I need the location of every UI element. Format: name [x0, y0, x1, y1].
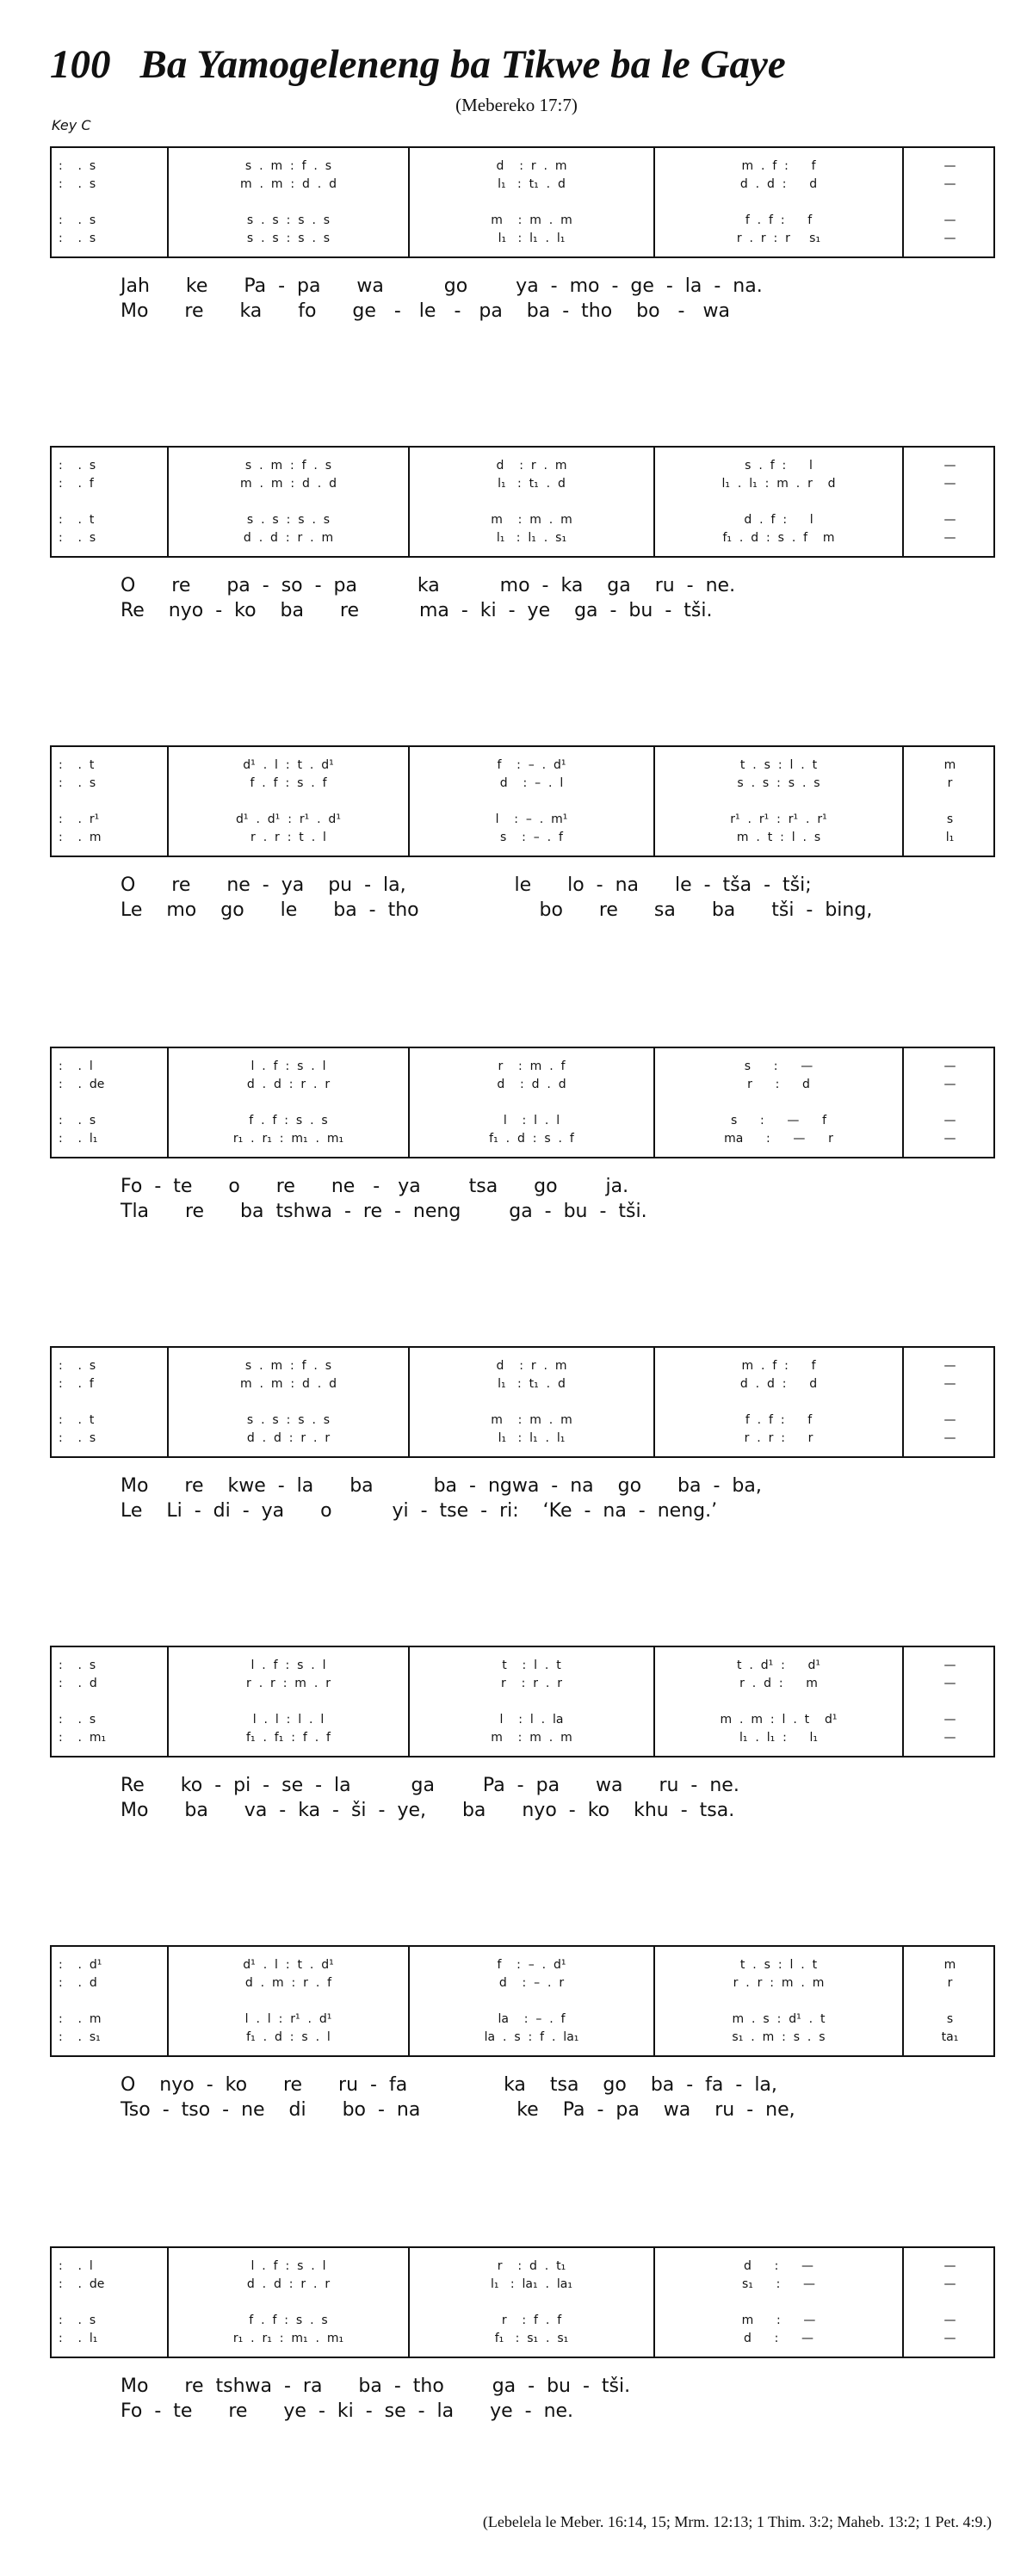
lyrics-block [121, 2073, 844, 2122]
notation-cell: m . f : f [741, 1359, 816, 1373]
notation-cell: r¹ . r¹ : r¹ . r¹ [730, 812, 827, 826]
notation-cell: l₁ . l₁ : l₁ [739, 1731, 819, 1745]
notation-cell: s . s : s . s [246, 232, 331, 245]
notation-cell: — [943, 2332, 956, 2345]
notation-cell: s : — f [730, 1114, 827, 1127]
notation-cell: : . f [59, 477, 94, 491]
notation-cell: d : – . l [499, 776, 564, 790]
notation-cell: r . r : t . l [251, 831, 326, 844]
notation-cell: f . f : s . s [249, 2313, 328, 2327]
voice-row [52, 1357, 993, 1374]
lyric-line: Fo - te o re ne - ya tsa go ja. [121, 1176, 629, 1197]
voice-row [52, 1375, 993, 1393]
notation-cell: l . l : l . l [252, 1713, 325, 1727]
notation-cell: — [943, 531, 956, 545]
notation-cell: m [943, 1958, 956, 1972]
score-system [50, 2246, 995, 2358]
key-signature: Key C [52, 117, 91, 133]
voice-row [52, 1130, 993, 1147]
voice-row [52, 2330, 993, 2347]
notation-cell: s . m : f . s [244, 1359, 332, 1373]
notation-cell: r [947, 1976, 953, 1990]
notation-cell: s : — [744, 1059, 813, 1073]
notation-cell: l₁ : t₁ . d [498, 1377, 566, 1391]
notation-cell: t : l . t [502, 1659, 561, 1672]
notation-cell: : . s [59, 177, 96, 191]
notation-cell: l : l . la [499, 1713, 564, 1727]
lyrics-block [121, 1174, 844, 1224]
notation-cell: — [943, 1431, 956, 1445]
voice-row [52, 1657, 993, 1674]
notation-cell: r : r . r [501, 1677, 562, 1690]
notation-cell: t . s : l . t [739, 758, 818, 772]
lyrics-block [121, 873, 873, 923]
voice-row [52, 1711, 993, 1728]
hymn-name: Ba Yamogeleneng ba Tikwe ba le Gaye [139, 42, 786, 87]
voice-row [52, 1675, 993, 1692]
notation-cell: : . de [59, 1078, 105, 1091]
notation-cell: f₁ : s₁ . s₁ [494, 2332, 569, 2345]
notation-cell: r₁ . r₁ : m₁ . m₁ [232, 1132, 344, 1146]
notation-cell: — [943, 1659, 956, 1672]
voice-row [52, 529, 993, 547]
notation-cell: : . s [59, 459, 96, 473]
voice-row [52, 2258, 993, 2275]
voice-row [52, 2011, 993, 2028]
notation-cell: : . s [59, 232, 96, 245]
lyrics-block [121, 2374, 844, 2424]
lyric-line: Jah ke Pa - pa wa go ya - mo - ge - la - na. [121, 275, 763, 297]
notation-cell: m . m : d . d [239, 177, 337, 191]
notation-cell: m : m . m [491, 213, 572, 227]
voice-row [52, 829, 993, 846]
notation-cell: — [943, 2259, 956, 2273]
notation-cell: : . t [59, 1413, 95, 1427]
voice-row [52, 1412, 993, 1429]
notation-cell: : . f [59, 1377, 94, 1391]
notation-cell: r : m . f [498, 1059, 566, 1073]
notation-cell: l : – . m¹ [495, 812, 568, 826]
score-system [50, 1047, 995, 1158]
voice-row [52, 158, 993, 175]
voice-row [52, 457, 993, 474]
notation-cell: r . r : m . m [733, 1976, 825, 1990]
notation-cell: l₁ : l₁ . l₁ [498, 1431, 566, 1445]
notation-cell: s₁ . m : s . s [732, 2030, 826, 2044]
notation-cell: : . m₁ [59, 1731, 107, 1745]
notation-cell: — [943, 177, 956, 191]
notation-cell: r : d . t₁ [497, 2259, 566, 2273]
score-system [50, 446, 995, 558]
notation-cell: : . s₁ [59, 2030, 101, 2044]
notation-cell: r . d : m [739, 1677, 818, 1690]
notation-cell: l₁ : t₁ . d [498, 477, 566, 491]
notation-cell: — [943, 1114, 956, 1127]
lyrics-block [121, 1773, 844, 1823]
notation-cell: f : – . d¹ [497, 758, 566, 772]
notation-cell: s [946, 2012, 954, 2026]
notation-cell: s . s : s . s [737, 776, 820, 790]
notation-cell: — [943, 2313, 956, 2327]
notation-cell: — [943, 1377, 956, 1391]
lyric-line: Re nyo - ko ba re ma - ki - ye ga - bu - tši. [121, 600, 713, 621]
voice-row [52, 2029, 993, 2046]
hymn-title [50, 41, 786, 88]
notation-cell: — [943, 1059, 956, 1073]
notation-cell: d . d : r . r [246, 1431, 331, 1445]
notation-cell: s . s : s . s [246, 213, 331, 227]
notation-cell: : . de [59, 2277, 105, 2291]
notation-cell: r₁ . r₁ : m₁ . m₁ [232, 2332, 344, 2345]
notation-cell: : . d¹ [59, 1958, 102, 1972]
notation-cell: — [943, 1731, 956, 1745]
notation-cell: m . t : l . s [736, 831, 821, 844]
notation-cell: m . m : d . d [239, 477, 337, 491]
voice-row [52, 212, 993, 229]
notation-cell: r : f . f [501, 2313, 562, 2327]
notation-cell: m . s : d¹ . t [732, 2012, 826, 2026]
notation-cell: s . s : s . s [246, 513, 331, 527]
notation-cell: d : — [743, 2259, 813, 2273]
lyrics-block [121, 573, 844, 623]
notation-cell: — [943, 513, 956, 527]
notation-cell: d . d : d [739, 177, 818, 191]
notation-cell: m . m : d . d [239, 1377, 337, 1391]
voice-row [52, 775, 993, 792]
notation-cell: f . f : f [745, 213, 813, 227]
notation-cell: f₁ . d : s . f [489, 1132, 574, 1146]
notation-cell: l₁ : t₁ . d [498, 177, 566, 191]
lyric-line: O nyo - ko re ru - fa ka tsa go ba - fa - la, [121, 2074, 777, 2096]
notation-cell: m . f : f [741, 159, 816, 173]
notation-cell: : . s [59, 1713, 96, 1727]
notation-cell: r . r : m . r [246, 1677, 331, 1690]
notation-cell: f . f : s . s [249, 1114, 328, 1127]
lyric-line: O re pa - so - pa ka mo - ka ga ru - ne. [121, 575, 736, 596]
lyric-line: Le mo go le ba - tho bo re sa ba tši - bing, [121, 899, 873, 921]
notation-cell: d . d : d [739, 1377, 818, 1391]
lyric-line: Tla re ba tshwa - re - neng ga - bu - tši. [121, 1201, 647, 1222]
notation-cell: l₁ : la₁ . la₁ [491, 2277, 572, 2291]
notation-cell: f₁ . d : s . l [246, 2030, 331, 2044]
notation-cell: — [943, 459, 956, 473]
notation-cell: d : r . m [496, 459, 567, 473]
voice-row [52, 1430, 993, 1447]
notation-cell: la : – . f [498, 2012, 566, 2026]
voice-row [52, 1076, 993, 1093]
notation-cell: : . d [59, 1677, 97, 1690]
notation-cell: d¹ . l : t . d¹ [243, 758, 334, 772]
notation-cell: — [943, 1078, 956, 1091]
notation-cell: — [943, 232, 956, 245]
lyric-line: Mo re tshwa - ra ba - tho ga - bu - tši. [121, 2375, 631, 2397]
notation-cell: — [943, 477, 956, 491]
notation-cell: — [943, 1677, 956, 1690]
notation-cell: — [943, 1359, 956, 1373]
notation-cell: r [947, 776, 953, 790]
lyric-line: Mo ba va - ka - ši - ye, ba nyo - ko khu - tsa. [121, 1800, 735, 1821]
score-system [50, 1346, 995, 1458]
notation-cell: l : l . l [503, 1114, 560, 1127]
notation-cell: d : — [743, 2332, 813, 2345]
notation-cell: d . d : r . r [246, 1078, 331, 1091]
notation-cell: : . s [59, 2313, 96, 2327]
notation-cell: s . m : f . s [244, 159, 332, 173]
notation-cell: : . s [59, 776, 96, 790]
voice-row [52, 811, 993, 828]
lyric-line: Re ko - pi - se - la ga Pa - pa wa ru - ne. [121, 1775, 739, 1796]
notation-cell: : . r¹ [59, 812, 100, 826]
notation-cell: : . l₁ [59, 1132, 98, 1146]
notation-cell: la . s : f . la₁ [484, 2030, 579, 2044]
notation-cell: r . r : r s₁ [736, 232, 821, 245]
voice-row [52, 511, 993, 528]
voice-row [52, 1058, 993, 1075]
notation-cell: s . s : s . s [246, 1413, 331, 1427]
notation-cell: ma : — r [724, 1132, 833, 1146]
score-system [50, 745, 995, 857]
notation-cell: : . s [59, 1659, 96, 1672]
voice-row [52, 475, 993, 492]
lyric-line: Mo re ka fo ge - le - pa ba - tho bo - wa [121, 300, 730, 322]
notation-cell: l . l : r¹ . d¹ [244, 2012, 332, 2026]
notation-cell: l₁ [945, 831, 955, 844]
lyric-line: Le Li - di - ya o yi - tse - ri: ‘Ke - na - neng.’ [121, 1500, 718, 1522]
notation-cell: d . m : r . f [244, 1976, 332, 1990]
notation-cell: : . s [59, 159, 96, 173]
notation-cell: : . s [59, 1359, 96, 1373]
hymn-number: 100 [50, 42, 111, 87]
notation-cell: — [943, 1413, 956, 1427]
notation-cell: ta₁ [941, 2030, 959, 2044]
notation-cell: : . m [59, 831, 102, 844]
notation-cell: s . f : l [745, 459, 813, 473]
voice-row [52, 2276, 993, 2293]
voice-row [52, 1956, 993, 1974]
notation-cell: d¹ . d¹ : r¹ . d¹ [236, 812, 341, 826]
notation-cell: l₁ : l₁ . l₁ [498, 232, 566, 245]
notation-cell: — [943, 2277, 956, 2291]
notation-cell: m [943, 758, 956, 772]
score-system [50, 1945, 995, 2057]
notation-cell: s [946, 812, 954, 826]
notation-cell: f : – . d¹ [497, 1958, 566, 1972]
notation-cell: : . t [59, 513, 95, 527]
lyric-line: Tso - tso - ne di bo - na ke Pa - pa wa ru - ne, [121, 2099, 795, 2121]
notation-cell: — [943, 1713, 956, 1727]
notation-cell: f . f : f [745, 1413, 813, 1427]
notation-cell: d . d : r . r [246, 2277, 331, 2291]
scripture-subtitle: (Mebereko 17:7) [455, 95, 578, 115]
notation-cell: : . l₁ [59, 2332, 98, 2345]
lyrics-block [121, 274, 844, 324]
lyric-line: O re ne - ya pu - la, le lo - na le - tša - tši; [121, 874, 812, 896]
notation-cell: m : — [741, 2313, 816, 2327]
notation-cell: r : d [747, 1078, 810, 1091]
notation-cell: l . f : s . l [251, 1659, 326, 1672]
voice-row [52, 1112, 993, 1129]
notation-cell: — [943, 159, 956, 173]
notation-cell: t . s : l . t [739, 1958, 818, 1972]
voice-row [52, 176, 993, 193]
notation-cell: : . m [59, 2012, 102, 2026]
notation-cell: s : – . f [500, 831, 563, 844]
notation-cell: m : m . m [491, 1731, 572, 1745]
notation-cell: d : – . r [498, 1976, 565, 1990]
notation-cell: : . s [59, 531, 96, 545]
notation-cell: d¹ . l : t . d¹ [243, 1958, 334, 1972]
lyric-line: Fo - te re ye - ki - se - la ye - ne. [121, 2400, 574, 2422]
notation-cell: s₁ : — [741, 2277, 816, 2291]
notation-cell: — [943, 213, 956, 227]
notation-cell: l₁ : l₁ . s₁ [496, 531, 567, 545]
notation-cell: d . d : r . m [243, 531, 334, 545]
notation-cell: r . r : r [744, 1431, 813, 1445]
notation-cell: l₁ . l₁ : m . r d [721, 477, 836, 491]
notation-cell: t . d¹ : d¹ [736, 1659, 821, 1672]
notation-cell: d . f : l [744, 513, 813, 527]
voice-row [52, 1729, 993, 1746]
notation-cell: — [943, 1132, 956, 1146]
notation-cell: f . f : s . f [250, 776, 327, 790]
notation-cell: d : d . d [497, 1078, 566, 1091]
notation-cell: : . s [59, 213, 96, 227]
notation-cell: m . m : l . t d¹ [720, 1713, 838, 1727]
voice-row [52, 757, 993, 774]
notation-cell: d : r . m [496, 159, 567, 173]
notation-cell: l . f : s . l [251, 1059, 326, 1073]
notation-cell: : . l [59, 1059, 93, 1073]
voice-row [52, 2312, 993, 2329]
scripture-references: (Lebelela le Meber. 16:14, 15; Mrm. 12:13; 1 Thim. 3:2; Maheb. 13:2; 1 Pet. 4:9.) [482, 2513, 992, 2530]
notation-cell: l . f : s . l [251, 2259, 326, 2273]
voice-row [52, 1974, 993, 1992]
notation-cell: m : m . m [491, 1413, 572, 1427]
notation-cell: f₁ . d : s . f m [722, 531, 835, 545]
notation-cell: d : r . m [496, 1359, 567, 1373]
notation-cell: : . s [59, 1431, 96, 1445]
notation-cell: : . l [59, 2259, 93, 2273]
lyric-line: Mo re kwe - la ba ba - ngwa - na go ba - ba, [121, 1475, 762, 1497]
notation-cell: : . t [59, 758, 95, 772]
notation-cell: : . s [59, 1114, 96, 1127]
score-system [50, 1646, 995, 1757]
voice-row [52, 230, 993, 247]
notation-cell: s . m : f . s [244, 459, 332, 473]
notation-cell: f₁ . f₁ : f . f [246, 1731, 331, 1745]
notation-cell: m : m . m [491, 513, 572, 527]
notation-cell: : . d [59, 1976, 97, 1990]
score-system [50, 146, 995, 258]
lyrics-block [121, 1473, 844, 1523]
